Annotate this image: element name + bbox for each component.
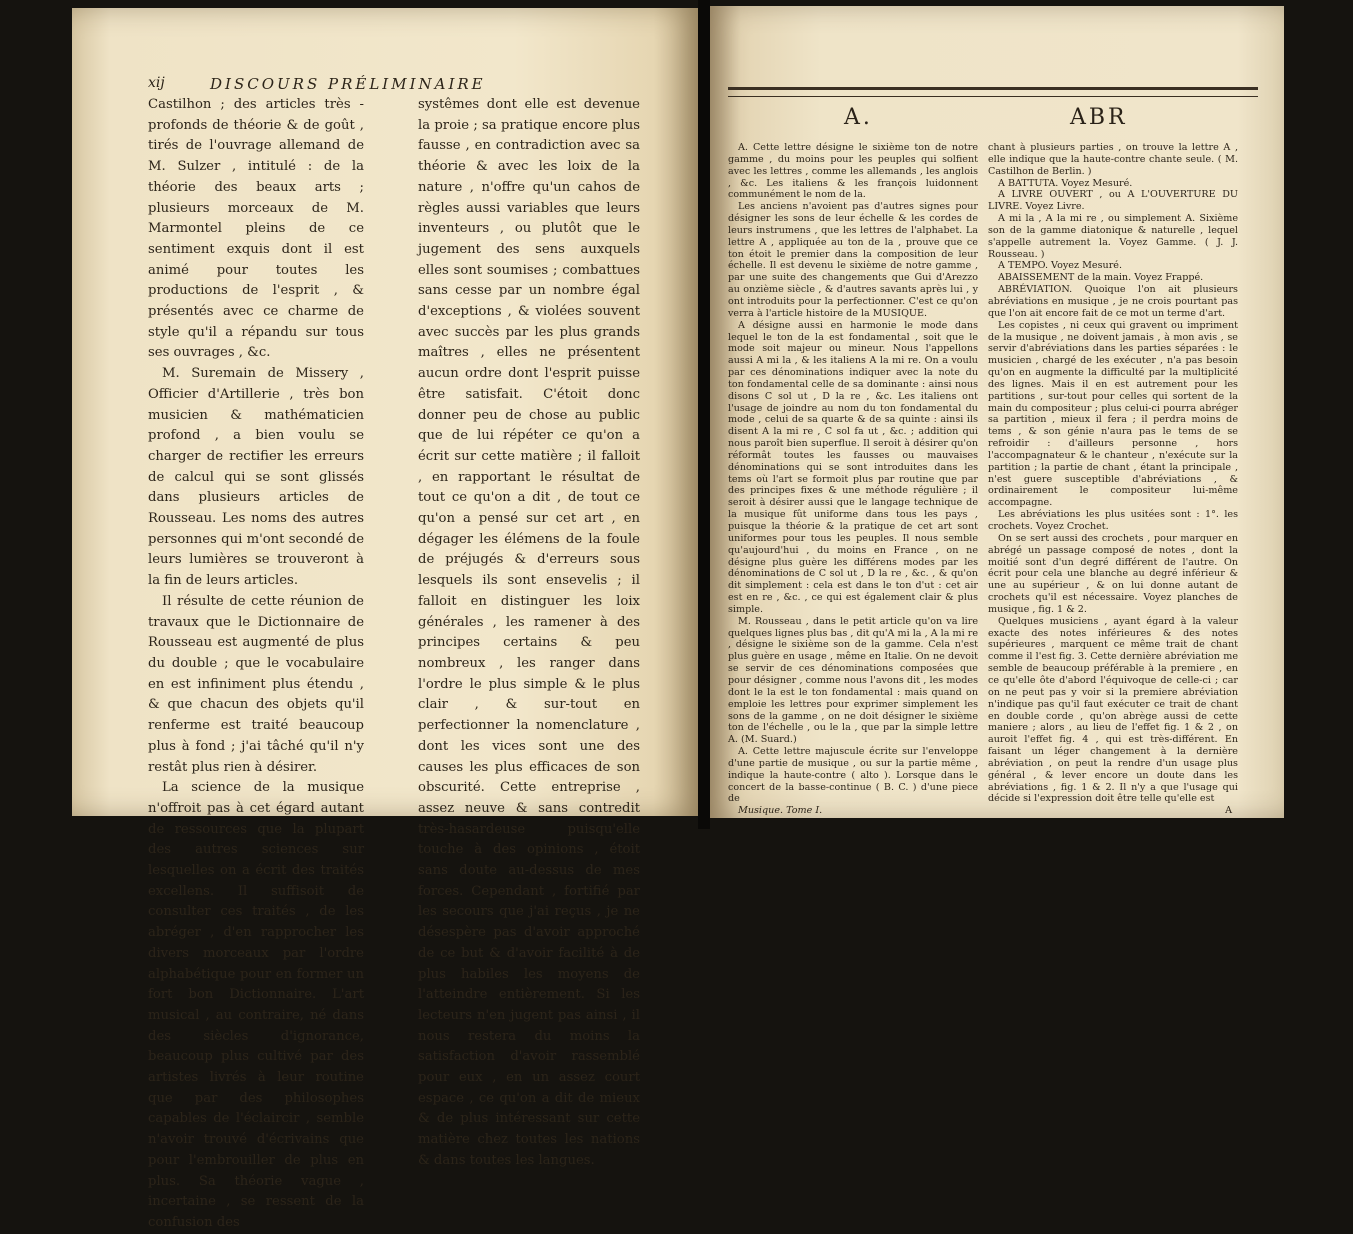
paragraph: M. Suremain de Missery , Officier d'Artillerie , très bon musicien & mathématicien profond , a bien voulu se charger de rectifier les erreurs de calcul qui se sont glissés dans plusieurs articles de Rousseau. Les noms des autres personnes qui m'ont secondé de leurs lumières se trouveront à la fin de leurs articles. [148,366,364,589]
paragraph: chant à plusieurs parties , on trouve la lettre A , elle indique que la haute-contre chante seule. ( M. Castilhon de Berlin. ) [988,142,1238,177]
paragraph: Les abréviations les plus usitées sont : 1°. les crochets. Voyez Crochet. [988,509,1238,532]
entry-a: A. Cette lettre désigne le sixième ton de notre gamme , du moins pour les peuples qui solfient avec les lettres , comme les allemands , les anglois , &c. Les italiens & les françois luidonnent communément le nom de la. [728,142,978,201]
signature-line [728,805,978,817]
paragraph: Les copistes , ni ceux qui gravent ou impriment de la musique , ne doivent jamais , à mon avis , se servir d'abréviations dans les parties séparées : le musicien , chargé de les exécuter , n'a pas besoin qu'on en augmente la difficulté par la multiplicité des lignes. Mais il en est autrement pour les partitions , sur-tout pour celles qui sortent de la main du compositeur ; plus celui-ci pourra abréger sa partition , mieux il fera ; il perdra moins de tems , & son génie n'aura pas le tems de se refroidir : d'ailleurs personne , hors l'accompagnateur & le chanteur , n'exécute sur la partition ; la partie de chant , étant la principale , n'est guere susceptible d'abréviations , & ordinairement le compositeur lui-même accompagne. [988,319,1238,509]
running-head-abr: ABR [1070,105,1128,130]
paragraph: Quelques musiciens , ayant égard à la valeur exacte des notes inférieures & des notes supérieures , marquent ce même trait de chant comme il l'est fig. 3. Cette dernière abréviation me semble de beaucoup préférable à la premiere , en ce qu'elle ôte d'abord l'équivoque de celle-ci ; car on ne peut pas y voir si la premiere abréviation n'indique pas qu'il faut exécuter ce trait de chant en double corde , qu'on abrège aussi de cette maniere ; alors , au lieu de l'effet fig. 1 & 2 , on auroit l'effet fig. 4 , qui est très-différent. En faisant un léger changement à la dernière abréviation , on peut la rendre d'un usage plus général , & lever encore un doute dans les abréviations , fig. 1 & 2. Il n'y a que l'usage qui décide si l'expression doit être telle qu'elle est [988,615,1238,805]
signature-text: Musique. Tome I. [738,805,823,817]
entry: ABRÉVIATION. Quoique l'on ait plusieurs abréviations en musique , je ne crois pourtant pas que l'on ait encore fait de ce mot un terme d'art. [988,284,1238,319]
paragraph: Castilhon ; des articles très - profonds de théorie & de goût , tirés de l'ouvrage allemand de M. Sulzer , intitulé : de la théorie des beaux arts ; plusieurs morceaux de M. Marmontel pleins de ce sentiment exquis dont il est animé pour toutes les productions de l'esprit , & présentés avec ce charme de style qu'il a répandu sur tous ses ouvrages , &c. [148,97,364,361]
left-column-2 [418,95,640,1172]
entry: ABAISSEMENT de la main. Voyez Frappé. [998,272,1204,284]
paragraph: On se sert aussi des crochets , pour marquer en abrégé un passage composé de notes , dont la moitié sont d'un degré différent de l'autre. On écrit pour cela une blanche au degré inférieur & une au supérieur , & on lui donne autant de crochets qu'il est nécessaire. Voyez planches de musique , fig. 1 & 2. [988,532,1238,615]
right-column-2 [988,142,1238,817]
right-column-1 [728,142,978,817]
entry: A BATTUTA. Voyez Mesuré. [998,177,1133,189]
paragraph: systêmes dont elle est devenue la proie ; sa pratique encore plus fausse , en contradiction avec sa théorie & avec les loix de la nature , n'offre qu'un cahos de règles aussi variables que leurs inventeurs , ou plutôt que le jugement des sens auxquels elles sont soumises ; combattues sans cesse par un nombre égal d'exceptions , & violées souvent avec succès par les plus grands maîtres , elles ne présentent aucun ordre dont l'esprit puisse être satisfait. C'étoit donc donner peu de chose au public que de lui répéter ce qu'on a écrit sur cette matière ; il falloit , en rapportant le résultat de tout ce qu'on a dit , de tout ce qu'on a pensé sur cet art , en dégager les élémens de la foule de préjugés & d'erreurs sous lesquels ils sont ensevelis ; il falloit en distinguer les loix générales , les ramener à des principes certains & peu nombreux , les ranger dans l'ordre le plus simple & le plus clair , & sur-tout en perfectionner la nomenclature , dont les vices sont une des causes les plus efficaces de son obscurité. Cette entreprise , assez neuve & sans contredit très-hasardeuse puisqu'elle touche à des opinions , étoit sans doute au-dessus de mes forces. Cependant , fortifié par les secours que j'ai reçus , je ne désespère pas d'avoir approché de ce but & d'avoir facilité à de plus habiles les moyens de l'atteindre entièrement. Si les lecteurs n'en jugent pas ainsi , il nous restera du moins la satisfaction d'avoir rassemblé pour eux , en un assez court espace , ce qu'on a dit de mieux & de plus intéressant sur cette matière chez toutes les nations & dans toutes les langues. [418,97,640,1168]
book-spine [698,0,710,829]
paragraph: A désigne aussi en harmonie le mode dans lequel le ton de la est fondamental , soit que le mode soit majeur ou mineur. Nous l'appellons aussi A mi la , & les italiens A la mi re. On a voulu par ces dénominations indiquer avec la note du ton fondamental celle de sa dominante : ainsi nous disons C sol ut , D la re , &c. Les italiens ont l'usage de joindre au nom du ton fondamental du mode , celui de sa quarte & de sa quinte : ainsi ils disent A la mi re , C sol fa ut , &c. ; addition qui nous paroît bien superflue. Il seroit à désirer qu'on réformât toutes les fausses ou mauvaises dénominations qui se sont introduites dans les tems où l'art se formoit plus par routine que par des principes fixes & une méthode régulière ; il seroit à désirer aussi que le langage technique de la musique fût uniforme dans tous les pays , puisque la théorie & la pratique de cet art sont uniformes pour tous les peuples. Il nous semble qu'aujourd'hui , du moins en France , on ne désigne plus guère les différens modes par les dénominations de C sol ut , D la re , &c. , & qu'on dit simplement : cela est dans le ton d'ut : cet air est en re , &c. , ce qui est également clair & plus simple. [728,319,978,615]
paragraph: A. Cette lettre majuscule écrite sur l'enveloppe d'une partie de musique , ou sur la partie même , indique la haute-contre ( alto ). Lorsque dans le concert de la basse-continue ( B. C. ) d'une piece de [728,746,978,805]
left-column-1 [148,95,364,1234]
page-number: xij [148,75,165,91]
running-title: DISCOURS PRÉLIMINAIRE [210,75,486,93]
entry: A TEMPO. Voyez Mesuré. [998,260,1123,272]
section-letter: A. [844,105,873,130]
catchword: A [1225,805,1232,817]
entry: A mi la , A la mi re , ou simplement A. Sixième son de la gamme diatonique & naturelle , lequel s'appelle autrement la. Voyez Gamme. ( J. J. Rousseau. ) [988,213,1238,260]
paragraph: La science de la musique n'offroit pas à cet égard autant de ressources que la plupart des autres sciences sur lesquelles on a écrit des traités excellens. Il suffisoit de consulter ces traités , de les abréger , d'en rapprocher les divers morceaux par l'ordre alphabétique pour en former un fort bon Dictionnaire. L'art musical , au contraire, né dans des siècles d'ignorance, beaucoup plus cultivé par des artistes livrés à leur routine que par des philosophes capables de l'éclaircir , semble n'avoir trouvé d'écrivains que pour l'embrouiller de plus en plus. Sa théorie vague , incertaine , se ressent de la confusion des [148,780,364,1230]
entry: A LIVRE OUVERT , ou A L'OUVERTURE DU LIVRE. Voyez Livre. [988,189,1238,213]
paragraph: Les anciens n'avoient pas d'autres signes pour désigner les sons de leur échelle & les cordes de leurs instrumens , que les lettres de l'alphabet. La lettre A , appliquée au ton de la , prouve que ce ton étoit le premier dans la composition de leur échelle. Il est devenu le sixième de notre gamme , par une suite des changements que Gui d'Arezzo au onzième siècle , & d'autres savants après lui , y ont introduits pour la perfectionner. C'est ce qu'on verra à l'article histoire de la MUSIQUE. [728,201,978,319]
paragraph: M. Rousseau , dans le petit article qu'on va lire quelques lignes plus bas , dit qu'A mi la , A la mi re , désigne le sixième son de la gamme. Cela n'est plus guère en usage , même en Italie. On ne devoit se servir de ces dénominations composées que pour désigner , comme nous l'avons dit , les modes dont le la est le ton fondamental : mais quand on emploie les lettres pour exprimer simplement les sons de la gamme , on ne doit désigner le sixième ton de l'échelle , ou le la , que par la simple lettre A. (M. Suard.) [728,615,978,746]
paragraph: Il résulte de cette réunion de travaux que le Dictionnaire de Rousseau est augmenté de plus du double ; que le vocabulaire en est infiniment plus étendu , & que chacun des objets qu'il renferme est traité beaucoup plus à fond ; j'ai tâché qu'il n'y restât plus rien à désirer. [148,593,364,775]
head-rule [728,87,1258,97]
